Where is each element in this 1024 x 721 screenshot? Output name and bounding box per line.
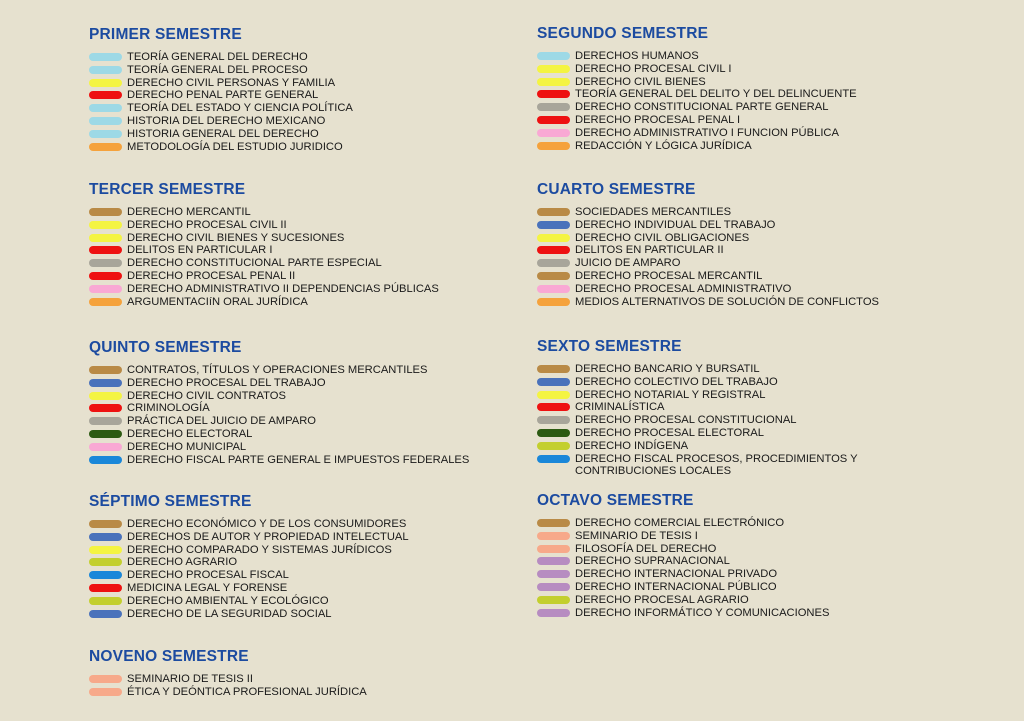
course-label: DERECHO INTERNACIONAL PRIVADO — [575, 568, 778, 581]
course-item — [537, 101, 977, 114]
course-item — [537, 296, 977, 309]
course-label: DERECHO COMERCIAL ELECTRÓNICO — [575, 517, 785, 529]
color-key-swatch — [89, 610, 122, 618]
course-label: DERECHO PROCESAL CIVIL I — [575, 62, 732, 75]
color-key-swatch — [89, 130, 122, 138]
semester-title: SEGUNDO SEMESTRE — [537, 25, 709, 42]
course-label: SOCIEDADES MERCANTILES — [575, 206, 732, 218]
semester-title: SEXTO SEMESTRE — [537, 338, 682, 355]
color-key-swatch — [537, 403, 570, 411]
course-label: DELITOS EN PARTICULAR II — [575, 244, 724, 257]
course-item — [89, 102, 519, 115]
course-label: DERECHO PROCESAL AGRARIO — [575, 593, 749, 606]
color-key-swatch — [89, 117, 122, 125]
course-item — [89, 283, 519, 296]
course-label: DERECHO ECONÓMICO Y DE LOS CONSUMIDORES — [127, 518, 407, 530]
course-item — [89, 569, 519, 582]
color-key-swatch — [537, 609, 570, 617]
semester-title: SÉPTIMO SEMESTRE — [89, 493, 252, 510]
course-label: HISTORIA GENERAL DEL DERECHO — [127, 127, 319, 140]
color-key-swatch — [537, 142, 570, 150]
color-key-swatch — [537, 596, 570, 604]
color-key-swatch — [537, 234, 570, 242]
color-key-swatch — [89, 404, 122, 412]
course-item — [537, 453, 957, 479]
color-key-swatch — [537, 391, 570, 399]
color-key-swatch — [537, 557, 570, 565]
semester-title: CUARTO SEMESTRE — [537, 181, 696, 198]
course-item — [537, 50, 977, 63]
color-key-swatch — [89, 246, 122, 254]
course-item — [537, 414, 957, 427]
course-list — [537, 50, 977, 152]
course-label: DERECHO COMPARADO Y SISTEMAS JURÍDICOS — [127, 543, 392, 556]
semester-4 — [537, 181, 977, 308]
course-item — [89, 608, 519, 621]
color-key-swatch — [537, 259, 570, 267]
course-item — [537, 283, 977, 296]
course-label: DERECHO NOTARIAL Y REGISTRAL — [575, 388, 766, 401]
semester-8 — [537, 492, 977, 619]
course-label: DERECHOS DE AUTOR Y PROPIEDAD INTELECTUAL — [127, 530, 409, 543]
color-key-swatch — [537, 129, 570, 137]
course-label: CRIMINOLOGÍA — [127, 402, 210, 415]
color-key-swatch — [89, 259, 122, 267]
course-label: TEORÍA GENERAL DEL DERECHO — [127, 51, 308, 63]
course-label: MEDICINA LEGAL Y FORENSE — [127, 581, 288, 594]
color-key-swatch — [537, 429, 570, 437]
color-key-swatch — [537, 285, 570, 293]
course-item — [537, 88, 977, 101]
course-item — [537, 140, 977, 153]
course-label: DERECHO CIVIL PERSONAS Y FAMILIA — [127, 76, 336, 89]
course-item — [537, 76, 977, 89]
color-key-swatch — [89, 79, 122, 87]
color-key-swatch — [537, 545, 570, 553]
color-key-swatch — [89, 272, 122, 280]
course-label: ÉTICA Y DEÓNTICA PROFESIONAL JURÍDICA — [127, 685, 367, 698]
color-key-swatch — [537, 52, 570, 60]
color-key-swatch — [537, 416, 570, 424]
course-label: MEDIOS ALTERNATIVOS DE SOLUCIÓN DE CONFLICTOS — [575, 295, 879, 308]
course-label: DERECHO DE LA SEGURIDAD SOCIAL — [127, 607, 332, 620]
course-item — [537, 257, 977, 270]
course-item — [89, 582, 519, 595]
course-label: DERECHO PROCESAL PENAL II — [127, 269, 296, 282]
color-key-swatch — [89, 298, 122, 306]
color-key-swatch — [537, 455, 570, 463]
course-item — [89, 232, 519, 245]
color-key-swatch — [89, 417, 122, 425]
color-key-swatch — [89, 597, 122, 605]
course-label: DERECHO ADMINISTRATIVO I FUNCION PÚBLICA — [575, 126, 839, 139]
course-item — [89, 128, 519, 141]
course-item — [89, 428, 529, 441]
color-key-swatch — [89, 66, 122, 74]
color-key-swatch — [89, 456, 122, 464]
color-key-swatch — [89, 688, 122, 696]
semester-title: OCTAVO SEMESTRE — [537, 492, 694, 509]
color-key-swatch — [89, 430, 122, 438]
course-label: FILOSOFÍA DEL DERECHO — [575, 542, 717, 555]
course-label: DERECHO FISCAL PROCESOS, PROCEDIMIENTOS Y CONTRIBUCIONES LOCALES — [575, 452, 858, 478]
color-key-swatch — [89, 104, 122, 112]
course-label: REDACCIÓN Y LÓGICA JURÍDICA — [575, 139, 752, 152]
course-label: TEORÍA GENERAL DEL DELITO Y DEL DELINCUENTE — [575, 88, 857, 101]
course-label: DERECHO CONSTITUCIONAL PARTE GENERAL — [575, 101, 829, 114]
color-key-swatch — [89, 584, 122, 592]
course-item — [89, 454, 529, 467]
color-key-swatch — [537, 519, 570, 527]
semester-9 — [89, 648, 519, 699]
course-item — [89, 270, 519, 283]
course-item — [537, 114, 977, 127]
semester-2 — [537, 25, 977, 152]
course-label: DERECHO INTERNACIONAL PÚBLICO — [575, 580, 777, 593]
course-item — [537, 206, 977, 219]
course-item — [89, 595, 519, 608]
course-item — [537, 581, 977, 594]
course-label: DERECHO AMBIENTAL Y ECOLÓGICO — [127, 594, 329, 607]
color-key-swatch — [537, 78, 570, 86]
course-label: DERECHO PROCESAL MERCANTIL — [575, 269, 763, 282]
course-item — [89, 441, 529, 454]
course-item — [89, 206, 519, 219]
course-item — [537, 244, 977, 257]
course-label: DERECHO BANCARIO Y BURSATIL — [575, 363, 760, 375]
course-item — [89, 377, 529, 390]
course-item — [89, 115, 519, 128]
course-item — [89, 64, 519, 77]
course-item — [89, 556, 519, 569]
course-label: DERECHO CIVIL CONTRATOS — [127, 389, 286, 402]
course-label: TEORÍA GENERAL DEL PROCESO — [127, 63, 308, 76]
course-label: DERECHO CIVIL BIENES Y SUCESIONES — [127, 231, 345, 244]
semester-1 — [89, 26, 519, 153]
course-item — [537, 232, 977, 245]
course-list — [89, 206, 519, 308]
semester-title: QUINTO SEMESTRE — [89, 339, 242, 356]
course-item — [537, 555, 977, 568]
color-key-swatch — [89, 379, 122, 387]
course-item — [89, 673, 519, 686]
course-label: JUICIO DE AMPARO — [575, 257, 681, 270]
semester-6 — [537, 338, 957, 478]
course-item — [89, 244, 519, 257]
semester-7 — [89, 493, 519, 620]
course-item — [537, 401, 957, 414]
color-key-swatch — [89, 571, 122, 579]
color-key-swatch — [89, 53, 122, 61]
course-item — [537, 63, 977, 76]
course-label: DERECHO CIVIL BIENES — [575, 75, 706, 88]
course-item — [537, 607, 977, 620]
course-item — [89, 257, 519, 270]
course-label: DERECHO INDÍGENA — [575, 439, 689, 452]
course-label: DERECHO INFORMÁTICO Y COMUNICACIONES — [575, 606, 830, 619]
semester-5 — [89, 339, 529, 466]
color-key-swatch — [537, 298, 570, 306]
course-label: METODOLOGÍA DEL ESTUDIO JURIDICO — [127, 140, 343, 153]
course-item — [89, 686, 519, 699]
course-item — [537, 427, 957, 440]
course-item — [537, 543, 977, 556]
semester-title: NOVENO SEMESTRE — [89, 648, 249, 665]
course-item — [537, 127, 977, 140]
color-key-swatch — [89, 208, 122, 216]
course-item — [89, 51, 519, 64]
course-item — [537, 219, 977, 232]
course-item — [89, 219, 519, 232]
course-label: TEORÍA DEL ESTADO Y CIENCIA POLÍTICA — [127, 102, 353, 115]
course-label: DERECHO PENAL PARTE GENERAL — [127, 89, 319, 102]
color-key-swatch — [89, 533, 122, 541]
course-list — [537, 517, 977, 619]
course-label: DERECHO ELECTORAL — [127, 427, 253, 440]
course-item — [89, 415, 529, 428]
course-list — [537, 363, 957, 478]
course-label: DERECHO PROCESAL FISCAL — [127, 569, 289, 582]
course-label: DERECHO CONSTITUCIONAL PARTE ESPECIAL — [127, 257, 382, 270]
color-key-swatch — [89, 221, 122, 229]
color-key-swatch — [537, 116, 570, 124]
course-label: DERECHO FISCAL PARTE GENERAL E IMPUESTOS FEDERALES — [127, 453, 470, 466]
course-item — [537, 568, 977, 581]
course-item — [537, 440, 957, 453]
course-list — [89, 518, 519, 620]
color-key-swatch — [537, 583, 570, 591]
course-item — [89, 296, 519, 309]
color-key-swatch — [89, 366, 122, 374]
course-label: DERECHO PROCESAL ELECTORAL — [575, 426, 764, 439]
course-label: DELITOS EN PARTICULAR I — [127, 244, 273, 257]
course-label: CONTRATOS, TÍTULOS Y OPERACIONES MERCANTILES — [127, 364, 428, 376]
course-item — [89, 89, 519, 102]
course-label: DERECHO PROCESAL PENAL I — [575, 113, 741, 126]
color-key-swatch — [89, 546, 122, 554]
course-label: HISTORIA DEL DERECHO MEXICANO — [127, 114, 326, 127]
course-label: DERECHO MUNICIPAL — [127, 440, 247, 453]
color-key-swatch — [89, 234, 122, 242]
course-list — [89, 51, 519, 153]
color-key-swatch — [537, 208, 570, 216]
course-label: CRIMINALÍSTICA — [575, 401, 665, 414]
course-item — [89, 364, 529, 377]
course-item — [89, 402, 529, 415]
course-label: DERECHO PROCESAL CONSTITUCIONAL — [575, 414, 797, 427]
course-label: SEMINARIO DE TESIS I — [575, 529, 698, 542]
color-key-swatch — [537, 90, 570, 98]
course-label: DERECHO PROCESAL ADMINISTRATIVO — [575, 282, 792, 295]
course-label: DERECHO PROCESAL CIVIL II — [127, 218, 287, 231]
color-key-swatch — [89, 392, 122, 400]
color-key-swatch — [537, 272, 570, 280]
course-list — [89, 673, 519, 699]
color-key-swatch — [89, 520, 122, 528]
color-key-swatch — [537, 378, 570, 386]
color-key-swatch — [537, 221, 570, 229]
course-item — [537, 389, 957, 402]
course-item — [89, 141, 519, 154]
color-key-swatch — [89, 91, 122, 99]
course-label: DERECHO ADMINISTRATIVO II DEPENDENCIAS PÚBLICAS — [127, 282, 439, 295]
course-label: DERECHOS HUMANOS — [575, 50, 699, 62]
course-item — [89, 518, 519, 531]
color-key-swatch — [89, 443, 122, 451]
course-item — [89, 390, 529, 403]
course-list — [89, 364, 529, 466]
color-key-swatch — [537, 532, 570, 540]
course-item — [89, 531, 519, 544]
course-label: ARGUMENTACIíN ORAL JURÍDICA — [127, 295, 308, 308]
course-label: DERECHO MERCANTIL — [127, 206, 251, 218]
course-item — [89, 77, 519, 90]
color-key-swatch — [537, 65, 570, 73]
course-label: DERECHO CIVIL OBLIGACIONES — [575, 231, 750, 244]
color-key-swatch — [89, 143, 122, 151]
course-item — [537, 530, 977, 543]
color-key-swatch — [537, 442, 570, 450]
course-item — [537, 376, 957, 389]
semester-title: TERCER SEMESTRE — [89, 181, 246, 198]
color-key-swatch — [537, 365, 570, 373]
course-item — [537, 363, 957, 376]
color-key-swatch — [537, 103, 570, 111]
semester-3 — [89, 181, 519, 308]
color-key-swatch — [89, 675, 122, 683]
course-label: DERECHO INDIVIDUAL DEL TRABAJO — [575, 218, 776, 231]
course-label: PRÁCTICA DEL JUICIO DE AMPARO — [127, 415, 316, 428]
semester-title: PRIMER SEMESTRE — [89, 26, 242, 43]
course-list — [537, 206, 977, 308]
course-label: DERECHO SUPRANACIONAL — [575, 555, 730, 568]
course-item — [537, 517, 977, 530]
course-label: SEMINARIO DE TESIS II — [127, 673, 253, 685]
course-item — [89, 544, 519, 557]
color-key-swatch — [89, 558, 122, 566]
course-item — [537, 594, 977, 607]
course-label: DERECHO COLECTIVO DEL TRABAJO — [575, 375, 778, 388]
course-item — [537, 270, 977, 283]
color-key-swatch — [537, 570, 570, 578]
color-key-swatch — [537, 246, 570, 254]
course-label: DERECHO AGRARIO — [127, 556, 238, 569]
color-key-swatch — [89, 285, 122, 293]
course-label: DERECHO PROCESAL DEL TRABAJO — [127, 376, 326, 389]
